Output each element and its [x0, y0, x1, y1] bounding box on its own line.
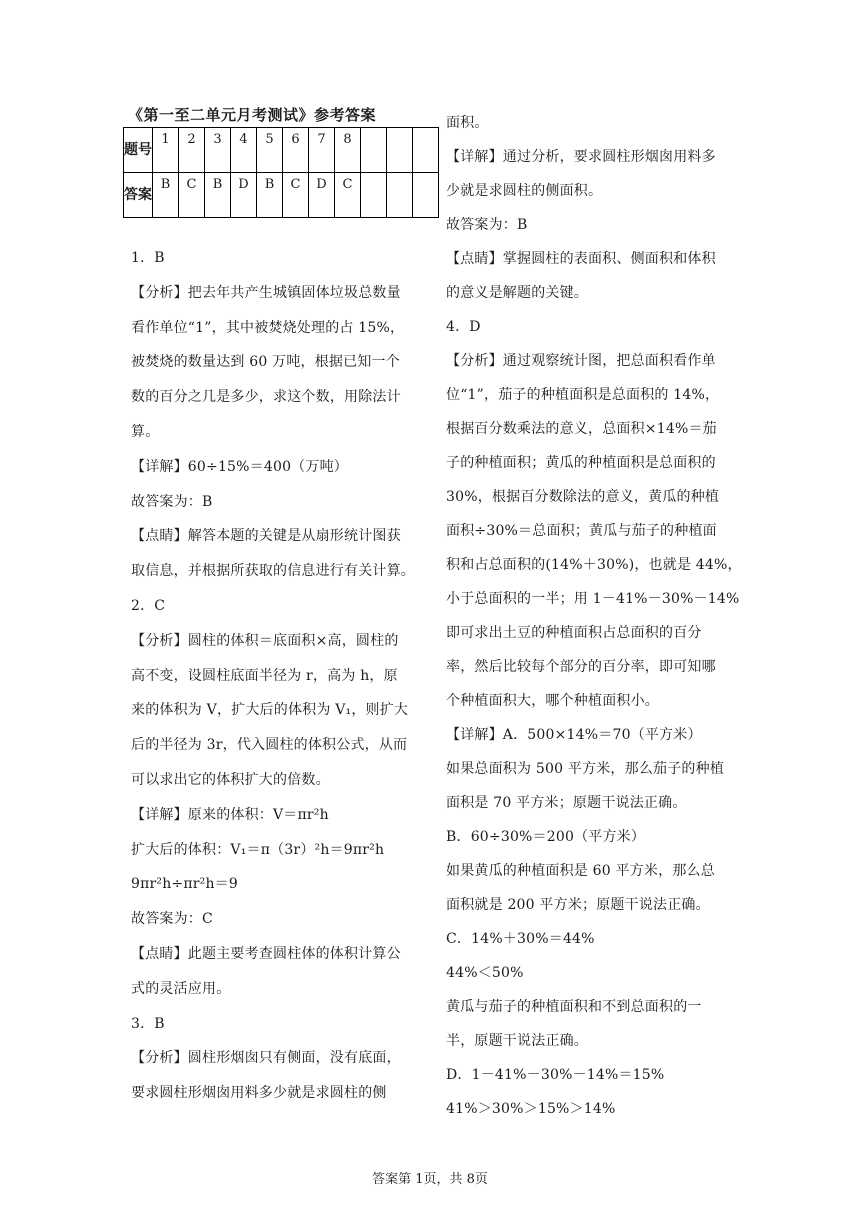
text-line: 【点睛】此题主要考查圆柱体的体积计算公	[131, 946, 401, 962]
text-line: 即可求出土豆的种植面积占总面积的百分	[446, 625, 702, 641]
table-cell: C	[283, 173, 309, 218]
text-line: 数的百分之几是多少，求这个数，用除法计	[131, 389, 401, 406]
text-line: 高不变，设圆柱底面半径为 r，高为 h，原	[131, 667, 398, 684]
text-line: 看作单位“1”，其中被焚烧处理的占 15%，	[131, 319, 405, 336]
text-line: 小于总面积的一半；用 1－41%－30%－14%	[446, 591, 740, 607]
table-cell	[413, 173, 439, 218]
text-line: 面积就是 200 平方米；原题干说法正确。	[446, 897, 710, 913]
text-line: 扩大后的体积：V₁＝π（3r）²h＝9πr²h	[131, 841, 385, 858]
text-line: 被焚烧的数量达到 60 万吨，根据已知一个	[131, 354, 400, 371]
table-cell: C	[179, 173, 205, 218]
text-line: 【点睛】解答本题的关键是从扇形统计图获	[131, 528, 401, 545]
text-line: B．60÷30%＝200（平方米）	[446, 829, 646, 845]
table-cell: B	[257, 173, 283, 218]
text-line: 面积。	[446, 115, 489, 131]
text-line: 【详解】60÷15%＝400（万吨）	[131, 458, 348, 475]
text-line: 9πr²h÷πr²h＝9	[131, 876, 238, 893]
table-cell: 1	[153, 128, 179, 173]
table-cell: 3	[205, 128, 231, 173]
text-line: 来的体积为 V，扩大后的体积为 V₁，则扩大	[131, 702, 409, 719]
text-line: C．14%＋30%＝44%	[446, 931, 595, 947]
table-cell: C	[335, 173, 361, 218]
text-line: 面积÷30%＝总面积；黄瓜与茄子的种植面	[446, 523, 717, 539]
table-cell: 4	[231, 128, 257, 173]
text-line: 要求圆柱形烟囱用料多少就是求圆柱的侧	[131, 1085, 387, 1102]
text-line: 【分析】圆柱形烟囱只有侧面，没有底面，	[131, 1050, 401, 1067]
row-label-answer: 答案	[124, 173, 153, 218]
text-line: 4．D	[446, 319, 481, 335]
text-line: 2．C	[131, 598, 166, 614]
text-line: 【分析】通过观察统计图，把总面积看作单	[446, 353, 716, 369]
text-line: 3．B	[131, 1015, 165, 1032]
text-line: 41%＞30%＞15%＞14%	[446, 1101, 616, 1117]
table-cell: 2	[179, 128, 205, 173]
answer-table	[123, 127, 439, 218]
page-title: 《第一至二单元月考测试》参考答案	[128, 106, 377, 124]
table-cell	[361, 173, 387, 218]
text-line: 的意义是解题的关键。	[446, 285, 588, 301]
table-cell: D	[231, 173, 257, 218]
row-label-number: 题号	[124, 128, 153, 173]
text-line: 算。	[131, 424, 160, 440]
text-line: 30%，根据百分数除法的意义，黄瓜的种植	[446, 489, 720, 505]
text-line: 【详解】通过分析，要求圆柱形烟囱用料多	[446, 149, 716, 165]
table-cell	[387, 173, 413, 218]
text-line: 如果总面积为 500 平方米，那么茄子的种植	[446, 761, 725, 777]
text-line: 【详解】A．500×14%＝70（平方米）	[446, 727, 702, 743]
text-line: 如果黄瓜的种植面积是 60 平方米，那么总	[446, 863, 715, 879]
page-footer: 答案第 1页，共 8页	[372, 1172, 488, 1187]
text-line: 故答案为：B	[446, 217, 528, 233]
text-line: 【详解】原来的体积：V＝πr²h	[131, 806, 329, 823]
table-row-numbers	[124, 128, 439, 173]
text-line: 后的半径为 3r，代入圆柱的体积公式，从而	[131, 737, 408, 754]
text-line: 1．B	[131, 250, 165, 266]
text-line: 子的种植面积；黄瓜的种植面积是总面积的	[446, 455, 716, 471]
table-cell: D	[309, 173, 335, 218]
table-cell	[361, 128, 387, 173]
text-line: 取信息，并根据所获取的信息进行有关计算。	[131, 563, 415, 580]
table-cell	[387, 128, 413, 173]
text-line: 个种植面积大，哪个种植面积小。	[446, 693, 659, 709]
text-line: 式的灵活应用。	[131, 980, 231, 997]
table-cell: B	[153, 173, 179, 218]
table-cell: 6	[283, 128, 309, 173]
text-line: D．1－41%－30%－14%＝15%	[446, 1067, 665, 1083]
text-line: 44%＜50%	[446, 965, 524, 981]
text-line: 根据百分数乘法的意义，总面积×14%＝茄	[446, 421, 717, 437]
text-line: 位“1”，茄子的种植面积是总面积的 14%，	[446, 387, 720, 403]
text-line: 黄瓜与茄子的种植面积和不到总面积的一	[446, 999, 702, 1015]
text-line: 可以求出它的体积扩大的倍数。	[131, 772, 330, 788]
table-cell: B	[205, 173, 231, 218]
text-line: 面积是 70 平方米；原题干说法正确。	[446, 795, 687, 811]
table-cell	[413, 128, 439, 173]
text-line: 【点睛】掌握圆柱的表面积、侧面积和体积	[446, 251, 716, 267]
table-cell: 7	[309, 128, 335, 173]
text-line: 率，然后比较每个部分的百分率，即可知哪	[446, 659, 716, 675]
text-line: 故答案为：B	[131, 493, 213, 510]
text-line: 积和占总面积的(14%＋30%)，也就是 44%，	[446, 557, 742, 573]
table-cell: 8	[335, 128, 361, 173]
text-line: 半，原题干说法正确。	[446, 1033, 588, 1049]
text-line: 【分析】把去年共产生城镇固体垃圾总数量	[131, 284, 401, 301]
table-row-answers	[124, 173, 439, 218]
text-line: 故答案为：C	[131, 911, 213, 928]
table-cell: 5	[257, 128, 283, 173]
text-line: 少就是求圆柱的侧面积。	[446, 183, 603, 199]
text-line: 【分析】圆柱的体积＝底面积×高，圆柱的	[131, 632, 399, 649]
